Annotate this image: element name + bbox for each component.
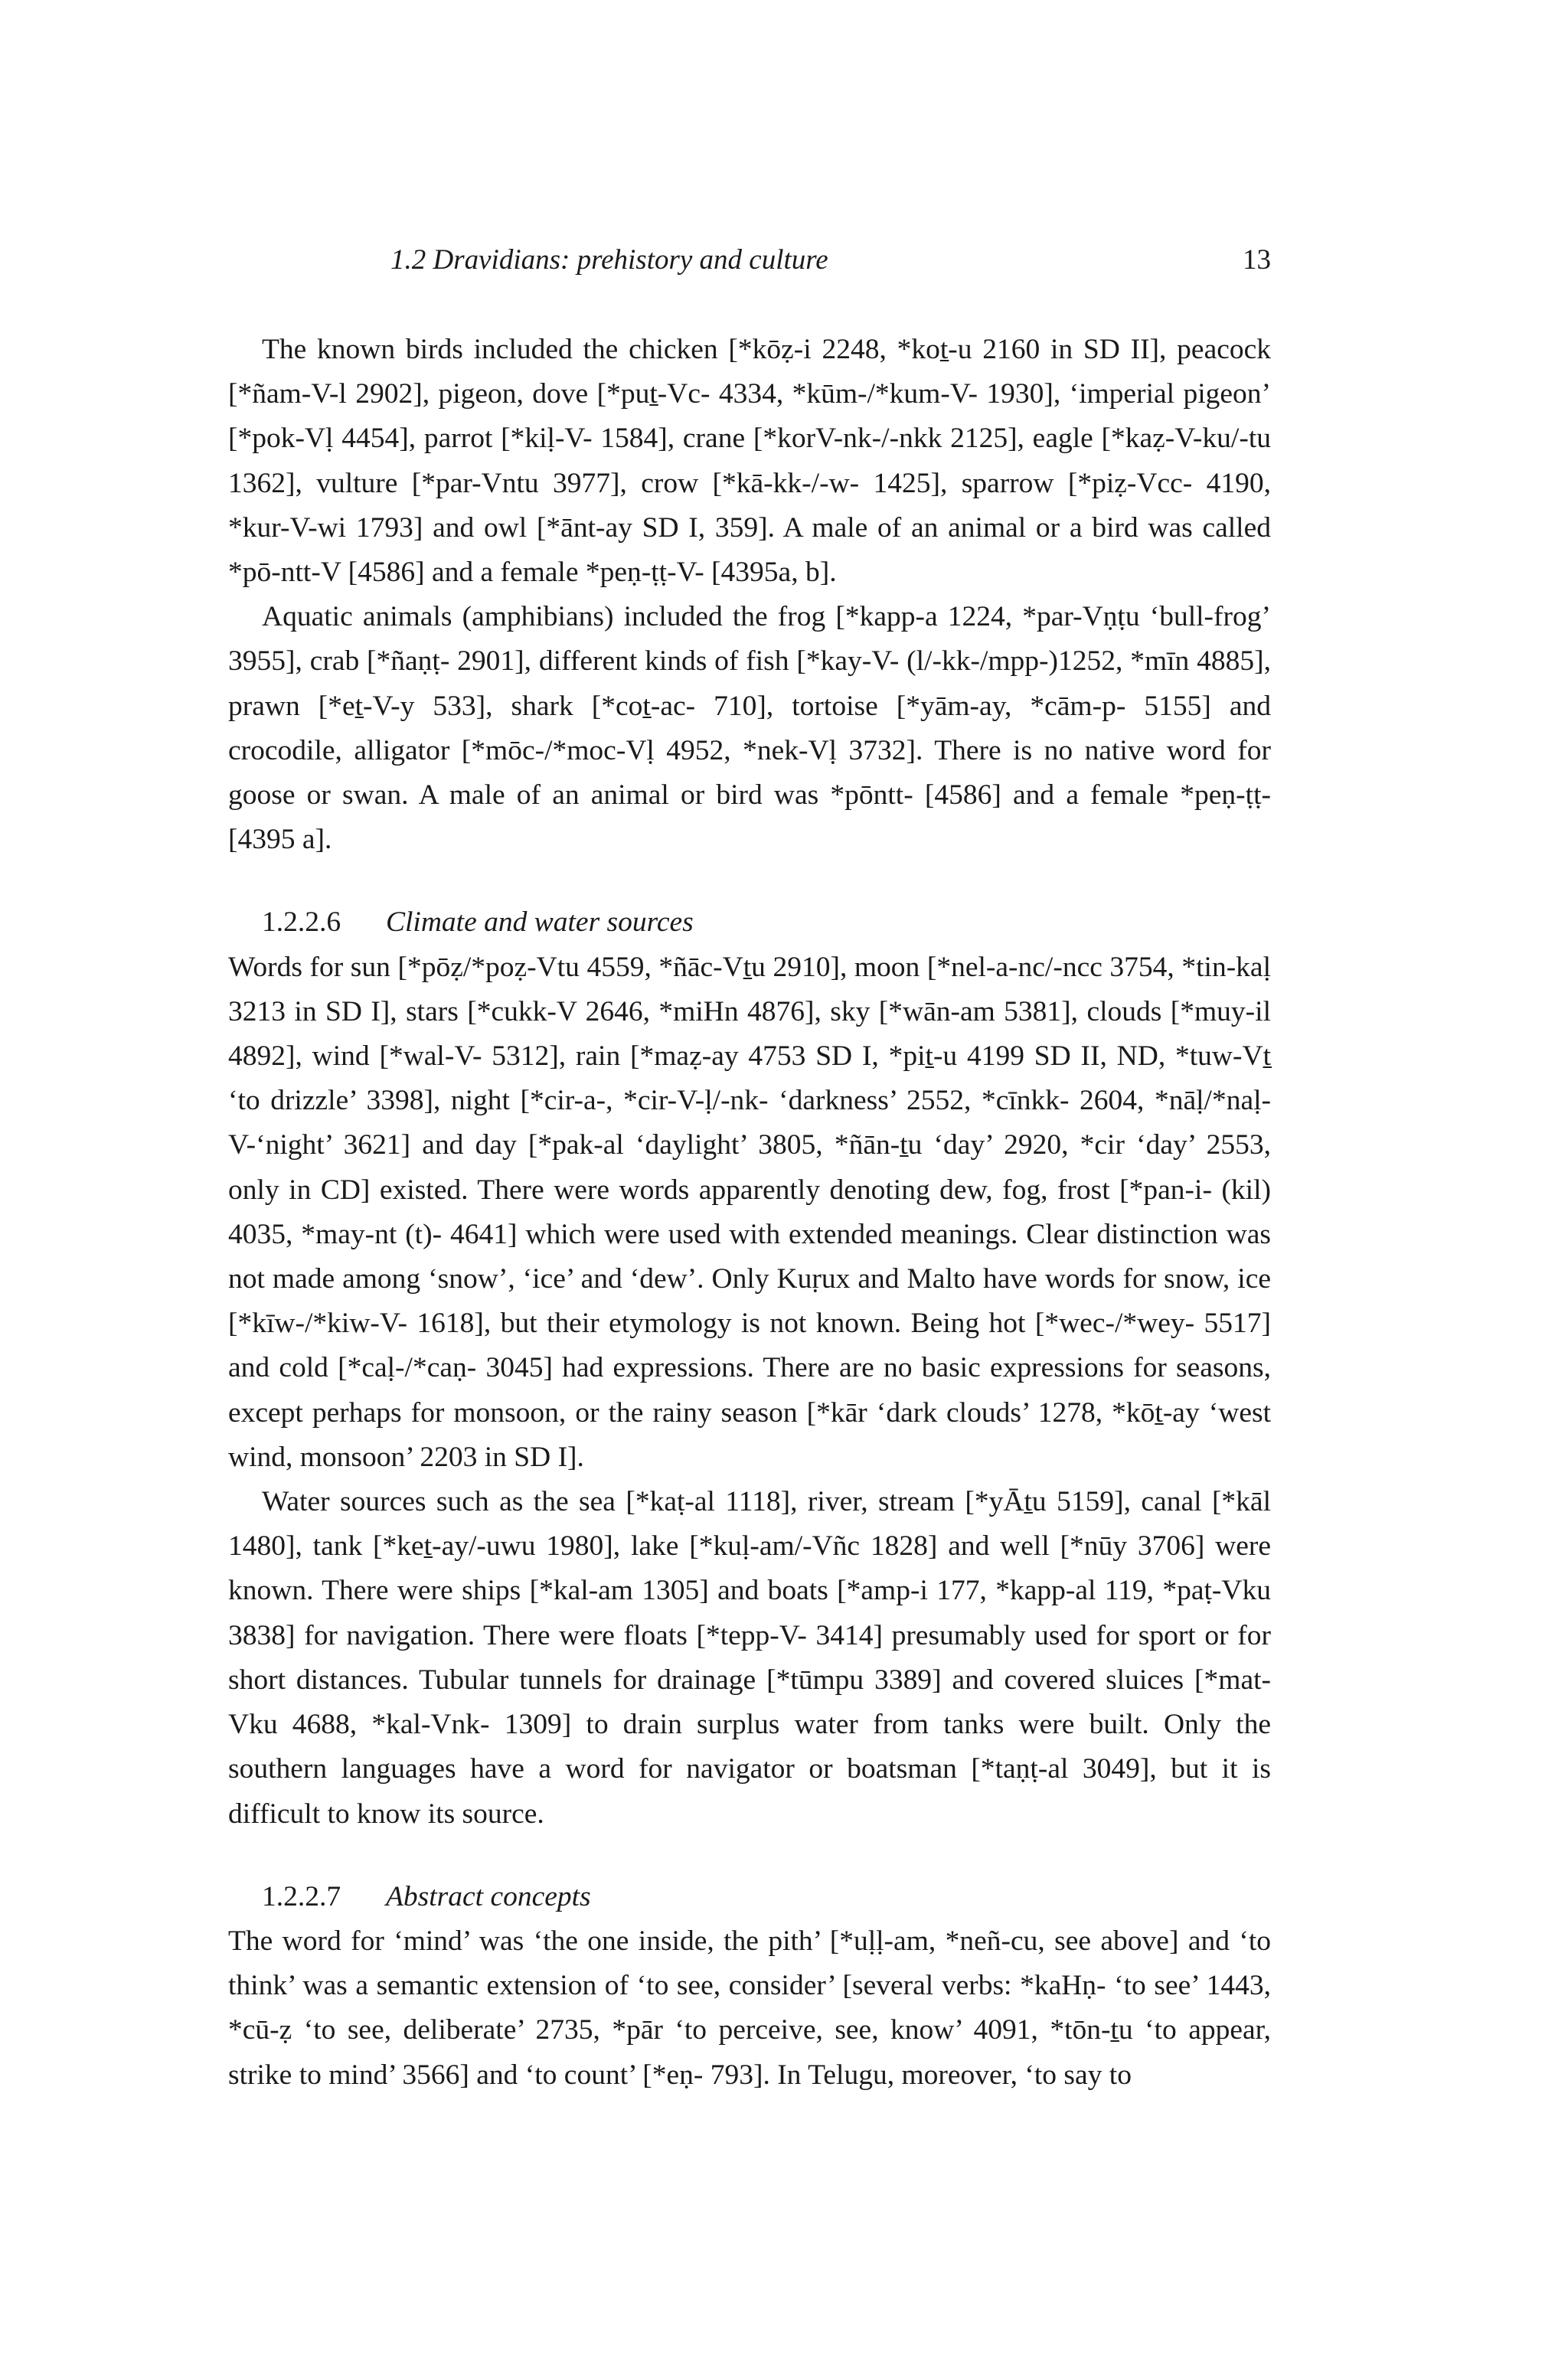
paragraph-aquatic-animals: Aquatic animals (amphibians) included the frog [*kapp-a 1224, *par-Vṇṭu ‘bull-frog’ 3955], crab [*ñaṇṭ- 2901], different kinds of fish [*kay-V- (l/-kk-/mpp-)1252, *mīn 4885], prawn [*eṯ-V-y 533], shark [*coṯ-ac- 710], tortoise [*yām-ay, *cām-p- 5155] and crocodile, alligator [*mōc-/*moc-Vḷ 4952, *nek-Vḷ 3732]. There is no native word for goose or swan. A male of an animal or bird was *pōntt- [4586] and a female *peṇ-ṭṭ- [4395 a]. bbox=[228, 601, 1271, 856]
paragraph-water-sources: Water sources such as the sea [*kaṭ-al 1118], river, stream [*yĀṯu 5159], canal [*kāl 1480], tank [*keṯ-ay/-uwu 1980], lake [*kuḷ-am/-Vñc 1828] and well [*nūy 3706] were known. There were ships [*kal-am 1305] and boats [*amp-i 177, *kapp-al 119, *paṭ-Vku 3838] for navigation. There were floats [*tepp-V- 3414] presumably used for sport or for short distances. Tubular tunnels for drainage [*tūmpu 3389] and covered sluices [*mat-Vku 4688, *kal-Vnk- 1309] to drain surplus water from tanks were built. Only the southern languages have a word for navigator or boatsman [*taṇṭ-al 3049], but it is difficult to know its source. bbox=[228, 1486, 1271, 1830]
section-number: 1.2.2.7 bbox=[262, 1880, 341, 1912]
paragraph-birds: The known birds included the chicken [*kōẓ-i 2248, *koṯ-u 2160 in SD II], peacock [*ñam-V-l 2902], pigeon, dove [*puṯ-Vc- 4334, *kūm-/*kum-V- 1930], ‘imperial pigeon’ [*pok-Vḷ 4454], parrot [*kiḷ-V- 1584], crane [*korV-nk-/-nkk 2125], eagle [*kaẓ-V-ku/-tu 1362], vulture [*par-Vntu 3977], crow [*kā-kk-/-w- 1425], sparrow [*piẓ-Vcc- 4190, *kur-V-wi 1793] and owl [*ānt-ay SD I, 359]. A male of an animal or a bird was called *pō-ntt-V [4586] and a female *peṇ-ṭṭ-V- [4395a, b]. bbox=[228, 334, 1271, 589]
paragraph-climate: Words for sun [*pōẓ/*poẓ-Vtu 4559, *ñāc-Vṯu 2910], moon [*nel-a-nc/-ncc 3754, *tin-kaḷ 3213 in SD I], stars [*cukk-V 2646, *miHn 4876], sky [*wān-am 5381], clouds [*muy-il 4892], wind [*wal-V- 5312], rain [*maẓ-ay 4753 SD I, *piṯ-u 4199 SD II, ND, *tuw-Vṯ ‘to drizzle’ 3398], night [*cir-a-, *cir-V-ḷ/-nk- ‘darkness’ 2552, *cīnkk- 2604, *nāḷ/*naḷ-V-‘night’ 3621] and day [*pak-al ‘daylight’ 3805, *ñān-ṯu ‘day’ 2920, *cir ‘day’ 2553, only in CD] existed. There were words apparently denoting dew, fog, frost [*pan-i- (kil) 4035, *may-nt (t)- 4641] which were used with extended meanings. Clear distinction was not made among ‘snow’, ‘ice’ and ‘dew’. Only Kuṛux and Malto have words for snow, ice [*kīw-/*kiw-V- 1618], but their etymology is not known. Being hot [*wec-/*wey- 5517] and cold [*caḷ-/*caṇ- 3045] had expressions. There are no basic expressions for seasons, except perhaps for monsoon, or the rainy season [*kār ‘dark clouds’ 1278, *kōṯ-ay ‘west wind, monsoon’ 2203 in SD I]. bbox=[228, 951, 1271, 1473]
page-header bbox=[390, 243, 1271, 289]
running-title: 1.2 Dravidians: prehistory and culture bbox=[390, 244, 828, 276]
body-text bbox=[228, 328, 1271, 2098]
section-heading-climate bbox=[228, 900, 1271, 945]
page-number: 13 bbox=[1243, 244, 1271, 276]
section-title: Climate and water sources bbox=[386, 906, 694, 939]
section-heading-abstract bbox=[228, 1875, 1271, 1919]
section-number: 1.2.2.6 bbox=[262, 906, 341, 939]
section-title: Abstract concepts bbox=[386, 1880, 591, 1912]
paragraph-abstract-concepts: The word for ‘mind’ was ‘the one inside, the pith’ [*uḷḷ-am, *neñ-cu, see above] and ‘to think’ was a semantic extension of ‘to see, consider’ [several verbs: *kaHṇ- ‘to see’ 1443, *cū-ẓ ‘to see, deliberate’ 2735, *pār ‘to perceive, see, know’ 4091, *tōn-ṯu ‘to appear, strike to mind’ 3566] and ‘to count’ [*eṇ- 793]. In Telugu, moreover, ‘to say to bbox=[228, 1925, 1271, 2091]
